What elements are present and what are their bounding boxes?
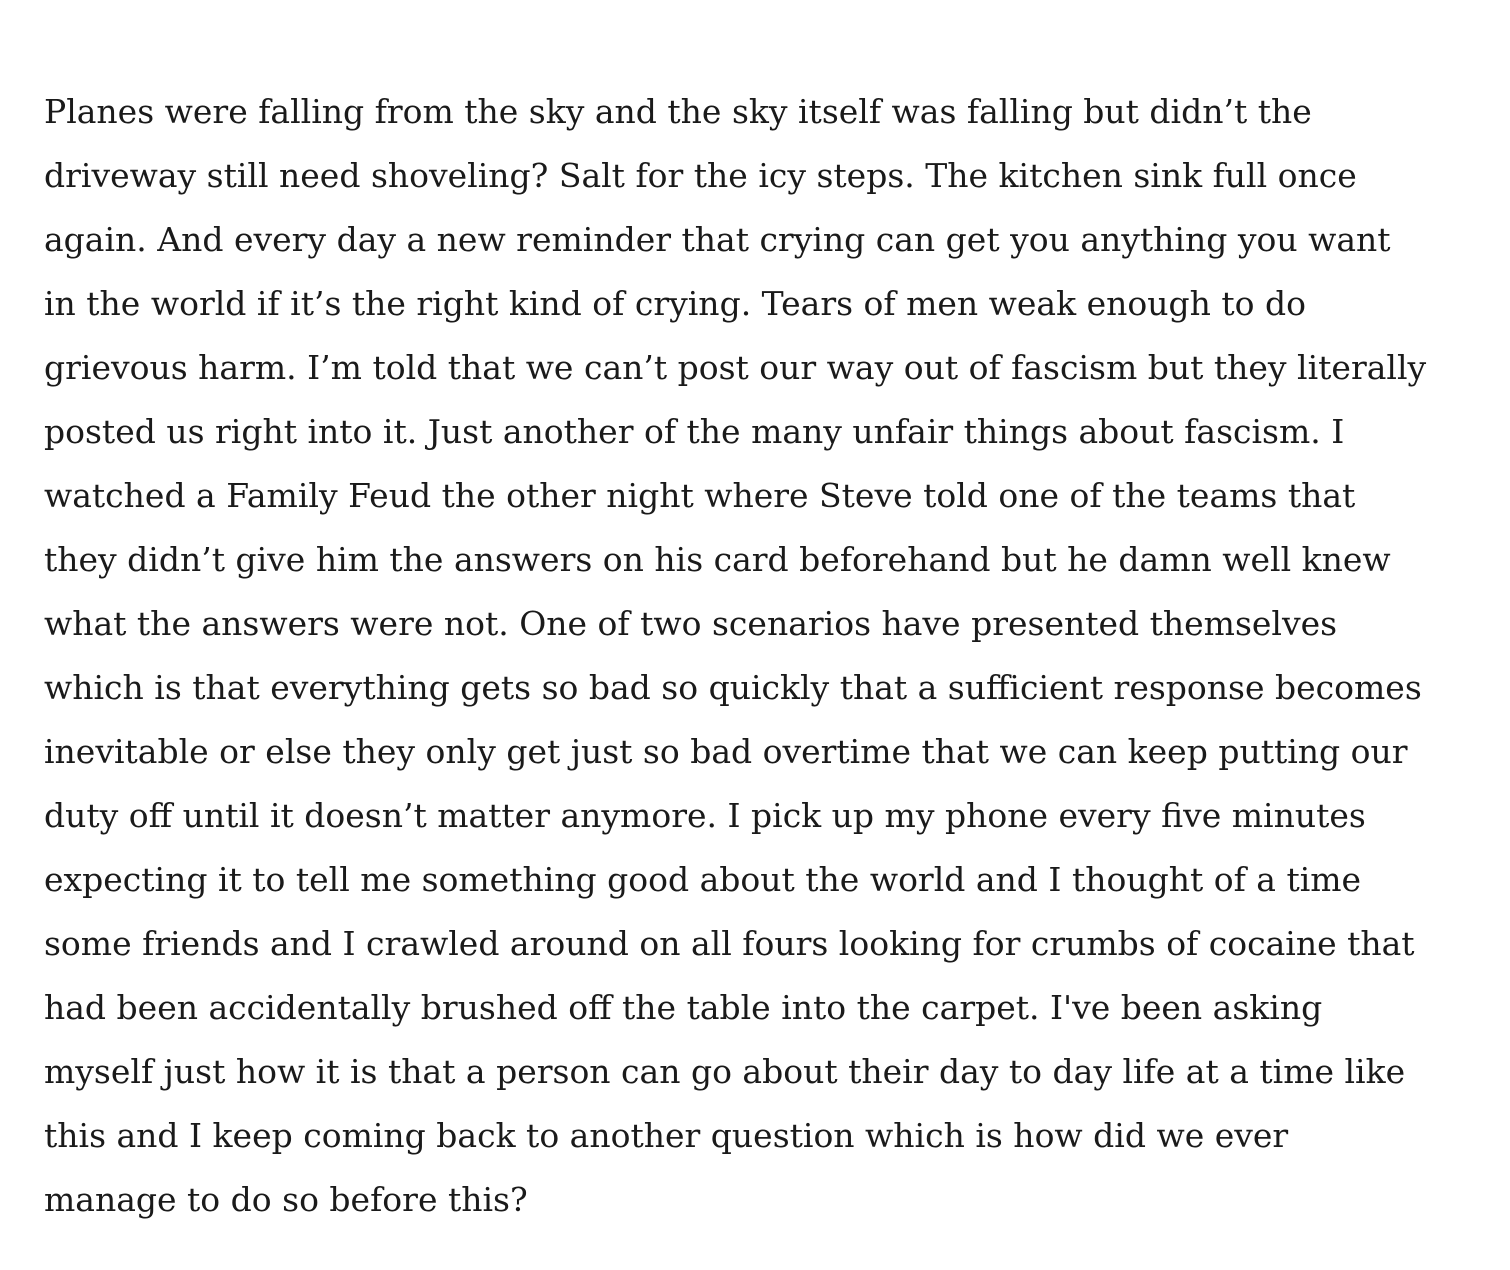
paragraph-line: again. And every day a new reminder that crying can get you anything you want bbox=[44, 220, 1391, 259]
paragraph-line: grievous harm. I’m told that we can’t post our way out of fascism but they literally bbox=[44, 348, 1427, 387]
paragraph-line: what the answers were not. One of two scenarios have presented themselves bbox=[44, 604, 1338, 643]
paragraph-line: some friends and I crawled around on all fours looking for crumbs of cocaine that bbox=[44, 924, 1415, 963]
paragraph-line: had been accidentally brushed off the table into the carpet. I've been asking bbox=[44, 988, 1323, 1027]
paragraph-line: inevitable or else they only get just so bad overtime that we can keep putting our bbox=[44, 732, 1408, 771]
paragraph-line: watched a Family Feud the other night where Steve told one of the teams that bbox=[44, 476, 1356, 515]
paragraph-line: myself just how it is that a person can go about their day to day life at a time like bbox=[44, 1052, 1406, 1091]
paragraph-line: they didn’t give him the answers on his card beforehand but he damn well knew bbox=[44, 540, 1391, 579]
paragraph-line: this and I keep coming back to another question which is how did we ever bbox=[44, 1116, 1289, 1155]
paragraph-line: which is that everything gets so bad so quickly that a sufficient response becomes bbox=[44, 668, 1422, 707]
paragraph-line: in the world if it’s the right kind of crying. Tears of men weak enough to do bbox=[44, 284, 1306, 323]
paragraph-line: expecting it to tell me something good about the world and I thought of a time bbox=[44, 860, 1362, 899]
body-paragraph bbox=[44, 80, 1494, 1232]
paragraph-line: Planes were falling from the sky and the sky itself was falling but didn’t the bbox=[44, 92, 1312, 131]
paragraph-line: driveway still need shoveling? Salt for the icy steps. The kitchen sink full once bbox=[44, 156, 1357, 195]
paragraph-line: duty off until it doesn’t matter anymore. I pick up my phone every five minutes bbox=[44, 796, 1366, 835]
paragraph-line: manage to do so before this? bbox=[44, 1180, 528, 1219]
paragraph-line: posted us right into it. Just another of the many unfair things about fascism. I bbox=[44, 412, 1345, 451]
